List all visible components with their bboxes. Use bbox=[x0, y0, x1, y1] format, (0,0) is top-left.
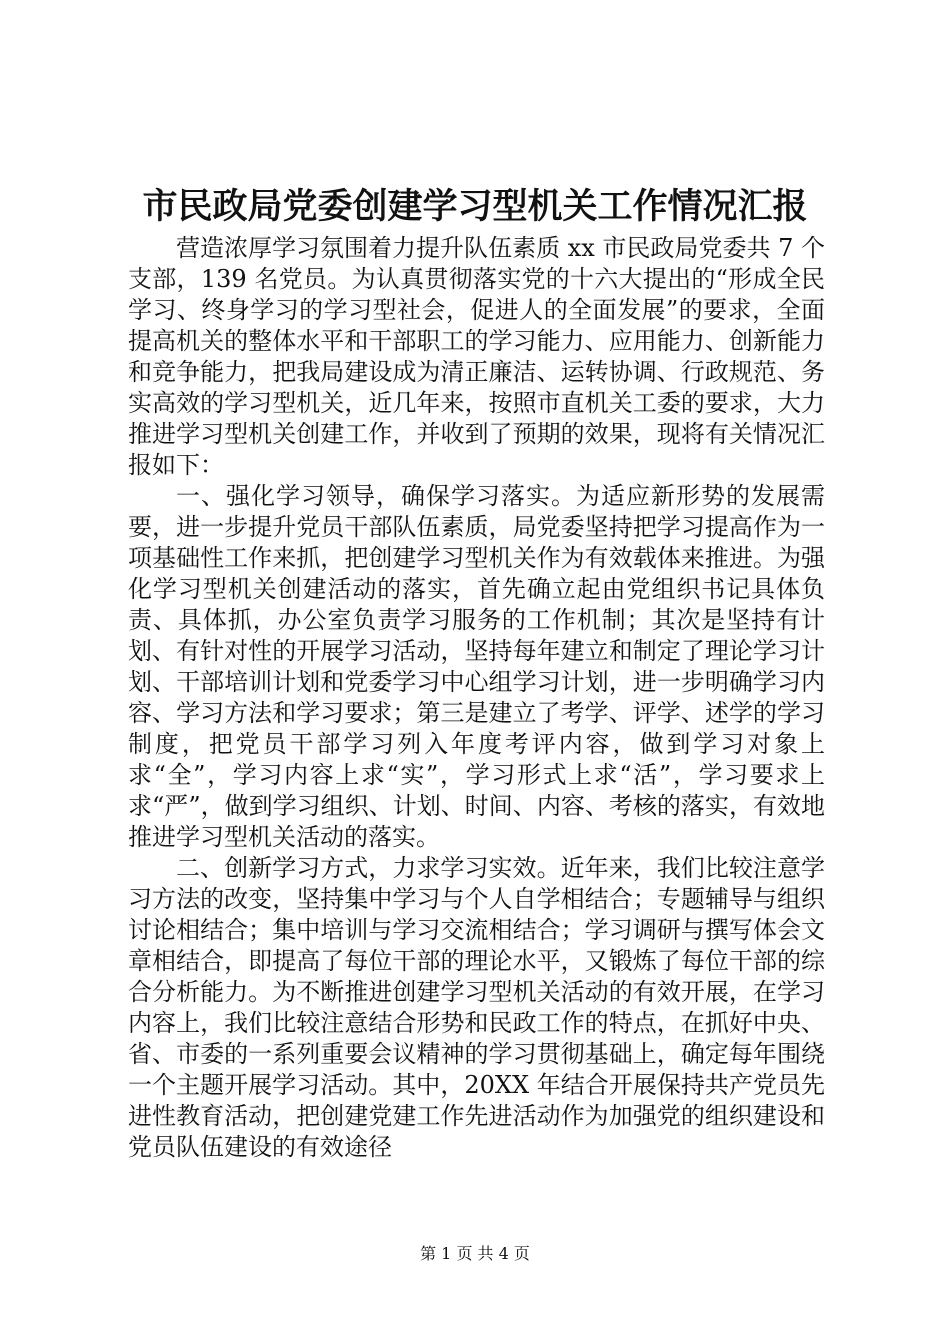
intro-paragraph: 营造浓厚学习氛围着力提升队伍素质 xx 市民政局党委共 7 个支部，139 名党员。为认真贯彻落实党的十六大提出的“形成全民学习、终身学习的学习型社会，促进人的全面发展”的要求，全面提高机关的整体水平和干部职工的学习能力、应用能力、创新能力和竞争能力，把我局建设成为清正廉洁、运转协调、行政规范、务实高效的学习型机关，近几年来，按照市直机关工委的要求，大力推进学习型机关创建工作，并收到了预期的效果，现将有关情况汇报如下： bbox=[128, 234, 825, 479]
document-body bbox=[128, 233, 825, 1163]
section-two-paragraph: 二、创新学习方式，力求学习实效。近年来，我们比较注意学习方法的改变，坚持集中学习与个人自学相结合；专题辅导与组织讨论相结合；集中培训与学习交流相结合；学习调研与撰写体会文章相结合，即提高了每位干部的理论水平，又锻炼了每位干部的综合分析能力。为不断推进创建学习型机关活动的有效开展，在学习内容上，我们比较注意结合形势和民政工作的特点，在抓好中央、省、市委的一系列重要会议精神的学习贯彻基础上，确定每年围绕一个主题开展学习活动。其中，20XX 年结合开展保持共产党员先进性教育活动，把创建党建工作先进活动作为加强党的组织建设和党员队伍建设的有效途径 bbox=[128, 854, 825, 1161]
page-number-footer: 第 1 页 共 4 页 bbox=[420, 1244, 530, 1263]
document-title: 市民政局党委创建学习型机关工作情况汇报 bbox=[142, 186, 808, 227]
section-one-paragraph: 一、强化学习领导，确保学习落实。为适应新形势的发展需要，进一步提升党员干部队伍素质，局党委坚持把学习提高作为一项基础性工作来抓，把创建学习型机关作为有效载体来推进。为强化学习型机关创建活动的落实，首先确立起由党组织书记具体负责、具体抓，办公室负责学习服务的工作机制；其次是坚持有计划、有针对性的开展学习活动，坚持每年建立和制定了理论学习计划、干部培训计划和党委学习中心组学习计划，进一步明确学习内容、学习方法和学习要求；第三是建立了考学、评学、述学的学习制度，把党员干部学习列入年度考评内容，做到学习对象上求“全”，学习内容上求“实”，学习形式上求“活”，学习要求上求“严”，做到学习组织、计划、时间、内容、考核的落实，有效地推进学习型机关活动的落实。 bbox=[128, 482, 825, 851]
